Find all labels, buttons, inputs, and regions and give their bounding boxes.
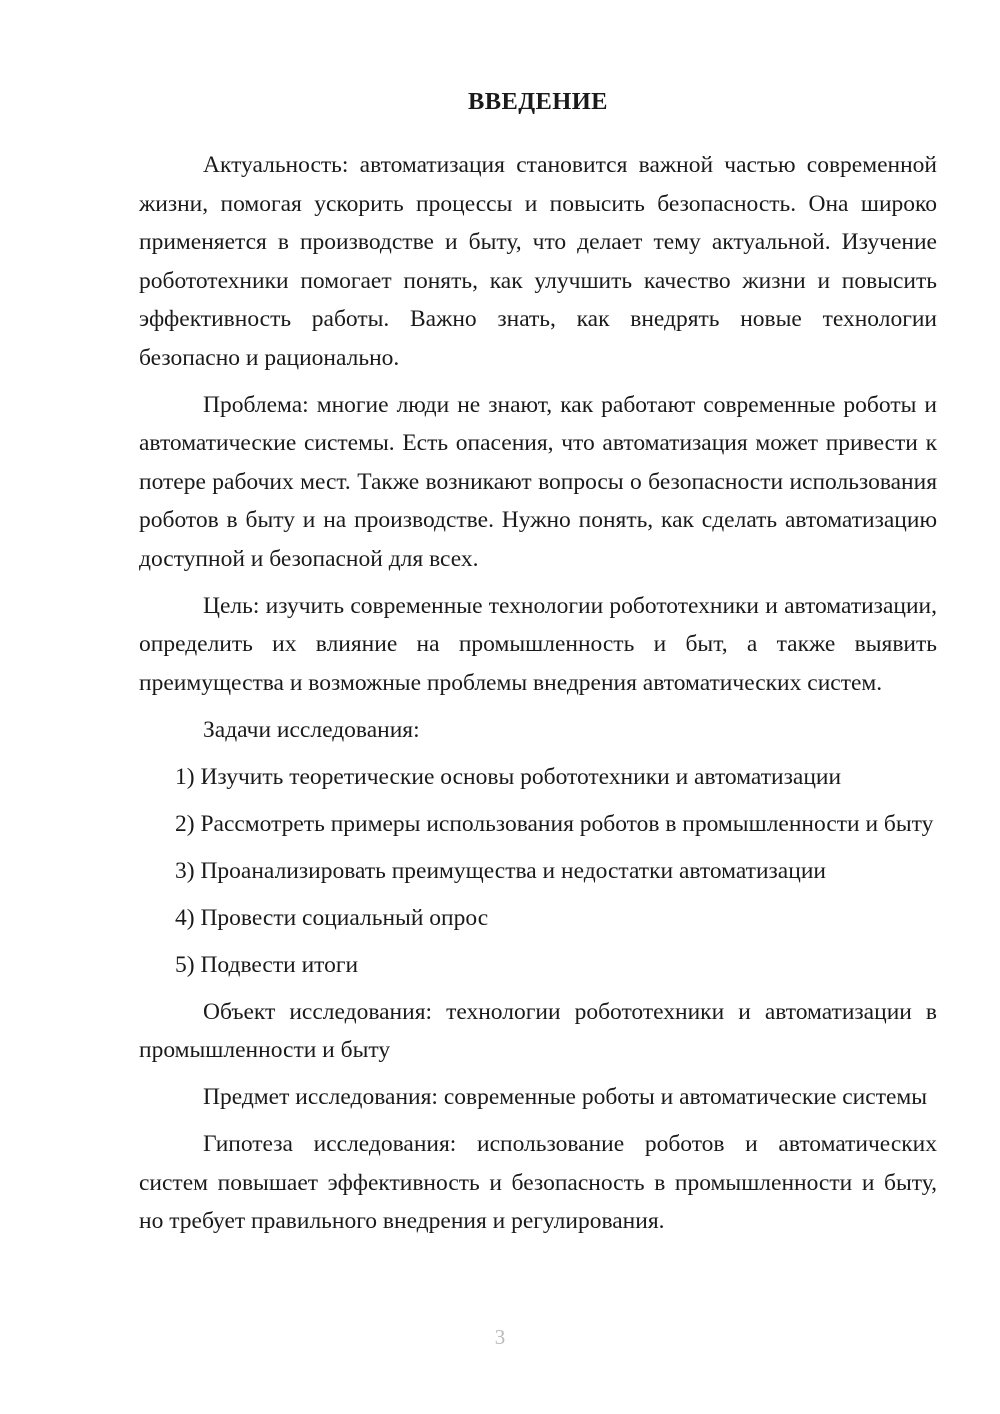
task-list-item-3: 3) Проанализировать преимущества и недостатки автоматизации [175, 857, 826, 884]
task-list-item-4: 4) Провести социальный опрос [175, 904, 489, 931]
paragraph-relevance: Актуальность: автоматизация становится важной частью современной жизни, помогая ускорить процессы и повысить безопасность. Она широко применяется в производстве и быту, что делает тему актуальной. Изучение робототехники помогает понять, как улучшить качество жизни и повысить эффективность работы. Важно знать, как внедрять новые технологии безопасно и рационально. [139, 152, 937, 371]
task-list-item-1: 1) Изучить теоретические основы робототехники и автоматизации [175, 763, 842, 790]
task-list-item-2: 2) Рассмотреть примеры использования роботов в промышленности и быту [175, 810, 934, 837]
paragraph-object: Объект исследования: технологии робототехники и автоматизации в промышленности и быту [139, 998, 937, 1064]
paragraph-subject: Предмет исследования: современные роботы и автоматические системы [203, 1084, 928, 1111]
paragraph-problem: Проблема: многие люди не знают, как работают современные роботы и автоматические системы. Есть опасения, что автоматизация может привести к потере рабочих мест. Также возникают вопросы о безопасности использования роботов в быту и на производстве. Нужно понять, как сделать автоматизацию доступной и безопасной для всех. [139, 391, 937, 572]
tasks-heading: Задачи исследования: [203, 716, 420, 743]
paragraph-hypothesis: Гипотеза исследования: использование роботов и автоматических систем повышает эффективность и безопасность в промышленности и быту, но требует правильного внедрения и регулирования. [139, 1131, 937, 1235]
task-list-item-5: 5) Подвести итоги [175, 951, 359, 978]
page-number: 3 [494, 1325, 506, 1349]
page-title: ВВЕДЕНИЕ [468, 88, 608, 115]
paragraph-goal: Цель: изучить современные технологии робототехники и автоматизации, определить их влияние на промышленность и быт, а также выявить преимущества и возможные проблемы внедрения автоматических систем. [139, 592, 937, 696]
page-content [139, 88, 937, 1241]
